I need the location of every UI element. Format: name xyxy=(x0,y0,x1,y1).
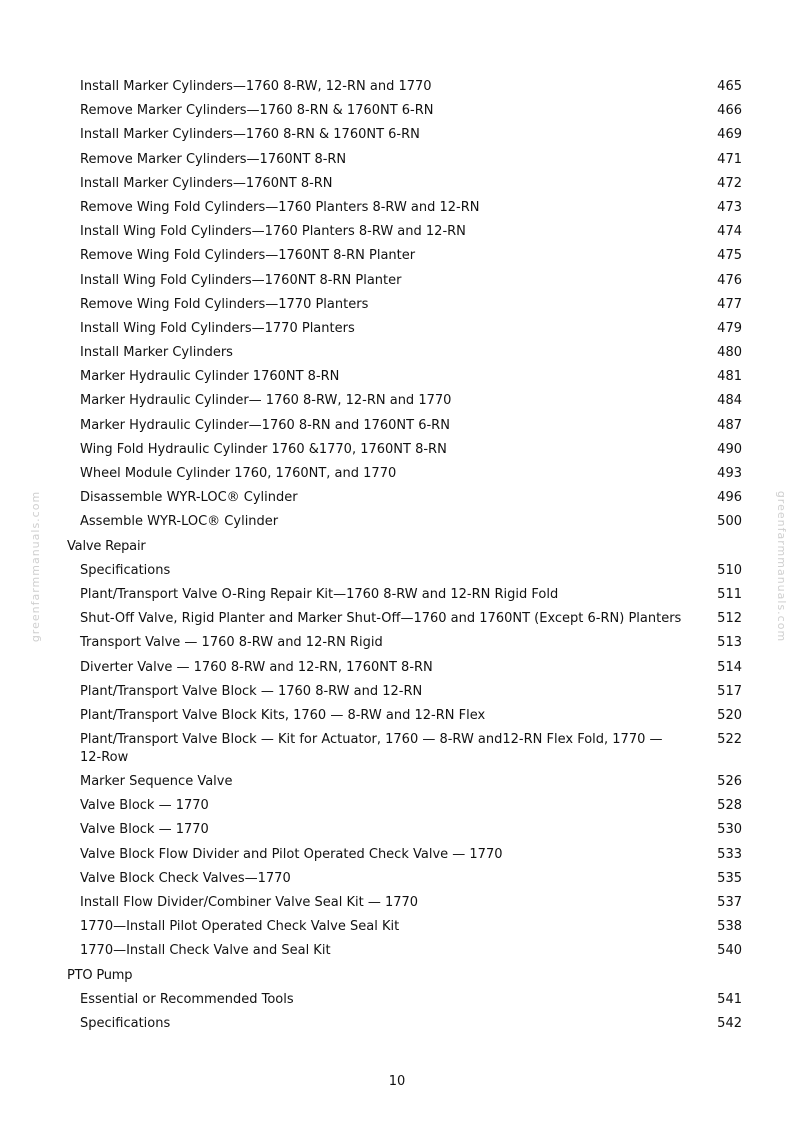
toc-entry-title: Install Marker Cylinders xyxy=(80,345,233,361)
toc-entry-page-number: 472 xyxy=(717,175,742,191)
toc-entry-title: Valve Block — 1770 xyxy=(80,822,209,838)
toc-entry[interactable] xyxy=(0,891,794,915)
toc-entry-title: Plant/Transport Valve O-Ring Repair Kit—1760 8-RW and 12-RN Rigid Fold xyxy=(80,586,559,602)
toc-entry-page-number: 528 xyxy=(717,798,742,814)
table-of-contents xyxy=(0,75,794,1036)
watermark-left: greenfarmmanuals.com xyxy=(29,490,43,643)
toc-entry-title: Wheel Module Cylinder 1760, 1760NT, and 1770 xyxy=(80,466,397,481)
toc-entry-page-number: 530 xyxy=(717,822,742,838)
toc-entry[interactable] xyxy=(0,631,794,655)
toc-entry[interactable] xyxy=(0,317,794,341)
toc-entry-title: Specifications xyxy=(80,562,171,578)
toc-entry-page-number: 465 xyxy=(717,79,742,94)
toc-entry-title: Valve Block Flow Divider and Pilot Operated Check Valve — 1770 xyxy=(80,846,503,862)
toc-entry[interactable] xyxy=(0,1012,794,1036)
toc-entry-title: Install Wing Fold Cylinders—1760 Planters 8-RW and 12-RN xyxy=(80,224,466,240)
toc-entry[interactable] xyxy=(0,414,794,438)
toc-entry-page-number: 476 xyxy=(717,272,742,288)
toc-entry-page-number: 466 xyxy=(717,103,742,119)
toc-entry-title: Specifications xyxy=(80,1015,171,1031)
toc-entry[interactable] xyxy=(0,939,794,963)
toc-entry[interactable] xyxy=(0,704,794,728)
toc-entry-title: Install Wing Fold Cylinders—1770 Planters xyxy=(80,320,355,336)
toc-entry-page-number: 493 xyxy=(717,466,742,481)
toc-entry[interactable] xyxy=(0,988,794,1012)
toc-entry-title: Plant/Transport Valve Block — 1760 8-RW and 12-RN xyxy=(80,683,423,699)
toc-entry-page-number: 513 xyxy=(717,635,742,651)
page-number: 10 xyxy=(388,1074,406,1089)
toc-entry[interactable] xyxy=(0,770,794,794)
toc-entry-title: Remove Wing Fold Cylinders—1760 Planters 8-RW and 12-RN xyxy=(80,199,480,215)
toc-entry-title: Marker Sequence Valve xyxy=(80,774,233,790)
toc-entry[interactable] xyxy=(0,583,794,607)
toc-entry-title: Assemble WYR-LOC® Cylinder xyxy=(80,514,279,530)
toc-entry-page-number: 510 xyxy=(717,562,742,578)
toc-entry-page-number: 526 xyxy=(717,774,742,790)
toc-entry[interactable] xyxy=(0,462,794,486)
section-heading-title: Valve Repair xyxy=(67,538,146,554)
toc-entry-title: Transport Valve — 1760 8-RW and 12-RN Rigid xyxy=(80,635,383,651)
toc-entry-title: Install Wing Fold Cylinders—1760NT 8-RN Planter xyxy=(80,272,402,288)
toc-entry[interactable] xyxy=(0,486,794,510)
toc-entry-title: Install Marker Cylinders—1760 8-RN & 1760NT 6-RN xyxy=(80,127,420,143)
toc-entry-title: Plant/Transport Valve Block Kits, 1760 — 8-RW and 12-RN Flex xyxy=(80,707,486,723)
toc-entry-title: Shut-Off Valve, Rigid Planter and Marker Shut-Off—1760 and 1760NT (Except 6-RN) Planters xyxy=(80,611,682,627)
toc-entry-page-number: 484 xyxy=(717,393,742,409)
toc-entry-title: Marker Hydraulic Cylinder— 1760 8-RW, 12-RN and 1770 xyxy=(80,393,452,409)
toc-entry[interactable] xyxy=(0,607,794,631)
toc-entry-title: Marker Hydraulic Cylinder 1760NT 8-RN xyxy=(80,369,340,385)
toc-entry-title: Valve Block — 1770 xyxy=(80,798,209,814)
toc-entry-page-number: 512 xyxy=(717,611,742,627)
toc-entry-title: Valve Block Check Valves—1770 xyxy=(80,870,291,886)
toc-entry[interactable] xyxy=(0,99,794,123)
toc-entry[interactable] xyxy=(0,244,794,268)
toc-entry-title: Disassemble WYR-LOC® Cylinder xyxy=(80,490,298,506)
toc-entry[interactable] xyxy=(0,196,794,220)
toc-entry-title: 1770—Install Check Valve and Seal Kit xyxy=(80,943,331,959)
toc-section-heading xyxy=(0,964,794,988)
toc-entry[interactable] xyxy=(0,438,794,462)
toc-entry[interactable] xyxy=(0,656,794,680)
toc-entry-title: Diverter Valve — 1760 8-RW and 12-RN, 1760NT 8-RN xyxy=(80,659,433,675)
toc-entry-page-number: 490 xyxy=(717,441,742,457)
toc-entry[interactable] xyxy=(0,510,794,534)
toc-entry-page-number: 475 xyxy=(717,248,742,264)
toc-entry-page-number: 496 xyxy=(717,490,742,506)
toc-entry-page-number: 538 xyxy=(717,919,742,935)
toc-entry-page-number: 517 xyxy=(717,683,742,699)
toc-entry-title: Plant/Transport Valve Block — Kit for Actuator, 1760 — 8-RW and12-RN Flex Fold, 1770 — 12-Row xyxy=(80,732,663,766)
toc-entry-title: Remove Wing Fold Cylinders—1770 Planters xyxy=(80,296,369,312)
toc-entry[interactable] xyxy=(0,915,794,939)
toc-entry-page-number: 541 xyxy=(717,991,742,1007)
toc-entry[interactable] xyxy=(0,818,794,842)
toc-entry[interactable] xyxy=(0,123,794,147)
toc-entry-title: Install Marker Cylinders—1760 8-RW, 12-RN and 1770 xyxy=(80,79,432,94)
toc-entry[interactable] xyxy=(0,269,794,293)
toc-entry-page-number: 522 xyxy=(717,732,742,748)
toc-entry[interactable] xyxy=(0,365,794,389)
toc-entry[interactable] xyxy=(0,293,794,317)
toc-entry-page-number: 500 xyxy=(717,514,742,530)
toc-entry[interactable] xyxy=(0,559,794,583)
toc-entry-title: Install Marker Cylinders—1760NT 8-RN xyxy=(80,175,333,191)
toc-entry[interactable] xyxy=(0,728,794,770)
toc-entry[interactable] xyxy=(0,680,794,704)
toc-entry[interactable] xyxy=(0,220,794,244)
watermark-right: greenfarmmanuals.com xyxy=(775,490,789,643)
toc-entry-page-number: 514 xyxy=(717,659,742,675)
section-heading-title: PTO Pump xyxy=(67,967,133,983)
toc-entry-title: Remove Marker Cylinders—1760NT 8-RN xyxy=(80,151,347,167)
toc-entry-title: 1770—Install Pilot Operated Check Valve Seal Kit xyxy=(80,919,400,935)
toc-entry-page-number: 479 xyxy=(717,320,742,336)
toc-entry[interactable] xyxy=(0,843,794,867)
toc-entry-title: Wing Fold Hydraulic Cylinder 1760 &1770, 1760NT 8-RN xyxy=(80,441,447,457)
toc-entry-page-number: 537 xyxy=(717,895,742,910)
toc-entry[interactable] xyxy=(0,867,794,891)
toc-entry-title: Remove Marker Cylinders—1760 8-RN & 1760NT 6-RN xyxy=(80,103,434,119)
toc-entry-title: Install Flow Divider/Combiner Valve Seal Kit — 1770 xyxy=(80,895,419,910)
toc-entry-page-number: 535 xyxy=(717,870,742,886)
toc-entry-page-number: 533 xyxy=(717,846,742,862)
toc-entry-page-number: 511 xyxy=(717,586,742,602)
toc-entry-page-number: 469 xyxy=(717,127,742,143)
toc-entry-page-number: 487 xyxy=(717,417,742,433)
toc-entry-page-number: 540 xyxy=(717,943,742,959)
toc-entry-page-number: 480 xyxy=(717,345,742,361)
toc-entry[interactable] xyxy=(0,75,794,99)
toc-section-heading xyxy=(0,535,794,559)
toc-entry[interactable] xyxy=(0,148,794,172)
toc-entry-title: Marker Hydraulic Cylinder—1760 8-RN and 1760NT 6-RN xyxy=(80,417,450,433)
toc-entry-page-number: 520 xyxy=(717,707,742,723)
toc-entry-page-number: 474 xyxy=(717,224,742,240)
toc-entry-page-number: 471 xyxy=(717,151,742,167)
toc-entry-page-number: 481 xyxy=(717,369,742,385)
toc-entry[interactable] xyxy=(0,341,794,365)
toc-entry-title: Essential or Recommended Tools xyxy=(80,991,294,1007)
toc-entry-title: Remove Wing Fold Cylinders—1760NT 8-RN Planter xyxy=(80,248,416,264)
toc-entry-page-number: 473 xyxy=(717,199,742,215)
toc-entry-page-number: 477 xyxy=(717,296,742,312)
toc-entry[interactable] xyxy=(0,794,794,818)
toc-entry-page-number: 542 xyxy=(717,1015,742,1031)
toc-entry[interactable] xyxy=(0,389,794,413)
toc-entry[interactable] xyxy=(0,172,794,196)
